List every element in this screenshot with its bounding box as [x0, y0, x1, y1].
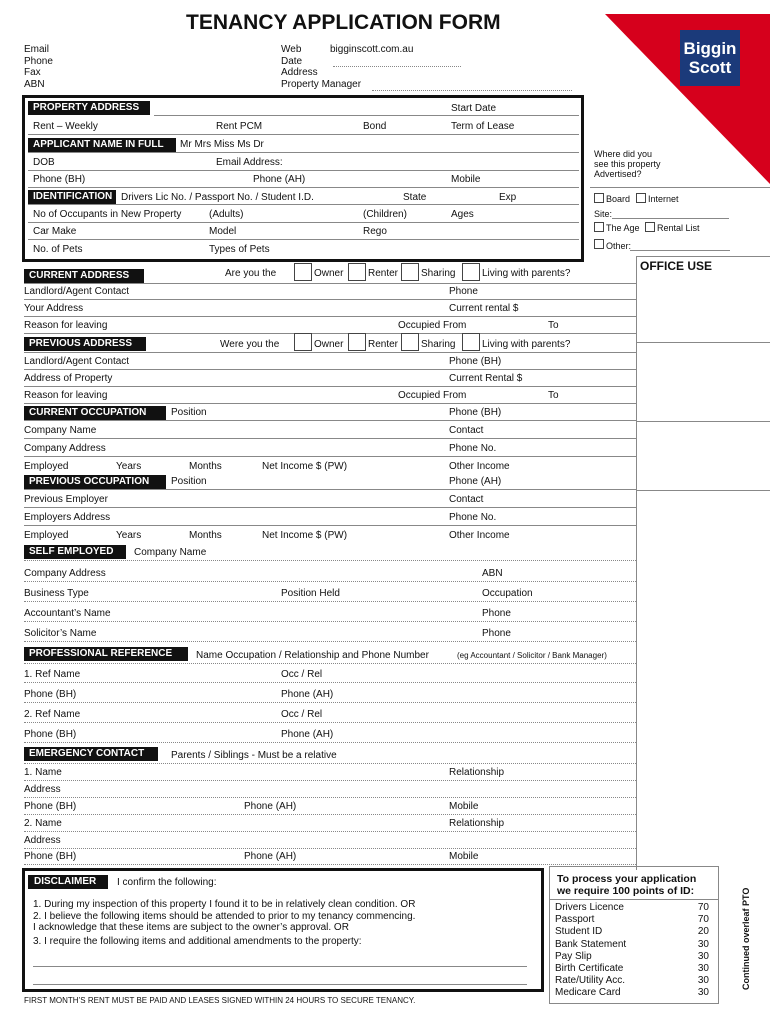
employers-address-line[interactable]	[24, 525, 636, 526]
employers-address-label: Employers Address	[24, 512, 111, 523]
header-phone-label: Phone	[24, 56, 53, 67]
current-sharing-checkbox[interactable]	[401, 263, 419, 281]
previous-address-heading: PREVIOUS ADDRESS	[24, 337, 146, 351]
car-make-label: Car Make	[33, 226, 77, 237]
internet-checkbox[interactable]	[636, 193, 646, 203]
current-address-line[interactable]	[24, 283, 636, 284]
no-of-pets-label: No. of Pets	[33, 244, 83, 255]
self-abn-label: ABN	[482, 568, 503, 579]
self-company-address-label: Company Address	[24, 568, 106, 579]
occupants-label: No of Occupants in New Property	[33, 209, 182, 220]
were-you-the-label: Were you the	[220, 339, 280, 350]
disclaimer-line-2[interactable]	[33, 984, 527, 985]
previous-occupation-heading: PREVIOUS OCCUPATION	[24, 475, 166, 489]
cur-occ-company-address-label: Company Address	[24, 443, 106, 454]
points-id-label: Drivers Licence	[555, 902, 624, 913]
logo-line-1: Biggin	[683, 39, 737, 58]
prev-occ-position-label: Position	[171, 476, 207, 487]
points-value: 30	[697, 987, 709, 999]
adults-label: (Adults)	[209, 209, 244, 220]
previous-rental-label: Current Rental $	[449, 373, 523, 384]
points-id-label: Student ID	[555, 926, 603, 938]
identification-field[interactable]	[28, 204, 579, 205]
previous-to-label: To	[548, 390, 559, 401]
phone-bh-label: Phone (BH)	[33, 174, 86, 185]
start-date-label: Start Date	[451, 103, 497, 114]
emerg2-address-label: Address	[24, 835, 61, 846]
accountant-line[interactable]	[24, 621, 636, 622]
previous-phone-bh-label: Phone (BH)	[449, 356, 502, 367]
board-label: Board	[606, 194, 631, 204]
points-row	[555, 914, 711, 926]
points-value: 30	[697, 938, 709, 950]
continued-overleaf-text: Continued overleaf PTO	[741, 887, 751, 990]
points-id-label: Rate/Utility Acc.	[555, 975, 626, 987]
previous-agent-line[interactable]	[24, 369, 636, 370]
prev-occ-months-label: Months	[189, 530, 222, 541]
previous-parents-label: Living with parents?	[482, 339, 571, 350]
rental-list-label: Rental List	[657, 223, 700, 233]
emerg1-name-line[interactable]	[24, 780, 636, 781]
header-address-label: Address	[281, 67, 318, 78]
prev-occ-phone-ah-label: Phone (AH)	[449, 476, 502, 487]
cur-occ-employed-label: Employed	[24, 461, 69, 472]
dob-email-line[interactable]	[28, 170, 579, 171]
emerg2-relationship-label: Relationship	[449, 818, 505, 829]
cur-occ-position-label: Position	[171, 407, 207, 418]
prev-occ-position-line[interactable]	[24, 489, 636, 490]
board-checkbox[interactable]	[594, 193, 604, 203]
emerg2-name-label: 2. Name	[24, 818, 62, 829]
applicant-name-heading: APPLICANT NAME IN FULL	[28, 138, 176, 152]
points-divider	[549, 899, 719, 900]
emerg1-phone-bh-label: Phone (BH)	[24, 801, 77, 812]
advert-question-2: see this property	[594, 159, 661, 169]
footer-notice: FIRST MONTH’S RENT MUST BE PAID AND LEASES SIGNED WITHIN 24 HOURS TO SECURE TENANCY.	[24, 996, 416, 1005]
current-renter-checkbox[interactable]	[348, 263, 366, 281]
current-occupied-from-label: Occupied From	[398, 320, 467, 331]
applicant-titles[interactable]: Mr Mrs Miss Ms Dr	[180, 139, 264, 150]
disclaimer-item-3: 3. I require the following items and additional amendments to the property:	[33, 936, 362, 947]
property-address-field[interactable]	[154, 115, 579, 116]
advert-divider	[590, 187, 770, 188]
emergency-head-line	[24, 763, 636, 764]
emerg2-name-line[interactable]	[24, 831, 636, 832]
site-field[interactable]	[612, 218, 729, 219]
emergency-description: Parents / Siblings - Must be a relative	[171, 750, 337, 761]
cur-occ-company-label: Company Name	[24, 425, 97, 436]
occupants-line[interactable]	[28, 222, 579, 223]
current-agent-line[interactable]	[24, 299, 636, 300]
prev-occ-years-label: Years	[116, 530, 142, 541]
current-address-heading: CURRENT ADDRESS	[24, 269, 144, 283]
current-renter-label: Renter	[368, 268, 399, 279]
other-checkbox[interactable]	[594, 239, 604, 249]
ref1-phone-line[interactable]	[24, 702, 636, 703]
email-address-label: Email Address:	[216, 157, 283, 168]
disclaimer-item-2b: I acknowledge that these items are subject to the owner’s approval. OR	[33, 922, 349, 933]
car-rego-label: Rego	[363, 226, 387, 237]
ref1-name-line[interactable]	[24, 682, 636, 683]
points-value: 30	[697, 950, 709, 962]
office-use-divider-2	[636, 421, 770, 422]
header-web-label: Web	[281, 44, 302, 55]
office-use-divider-3	[636, 490, 770, 491]
emerg1-address-line[interactable]	[24, 797, 636, 798]
emerg2-phone-line[interactable]	[24, 864, 636, 865]
previous-employer-line[interactable]	[24, 507, 636, 508]
car-model-label: Model	[209, 226, 237, 237]
header-pm-label: Property Manager	[281, 79, 362, 90]
header-date-label: Date	[281, 56, 303, 67]
professional-reference-heading: PROFESSIONAL REFERENCE	[24, 647, 188, 661]
header-web-value: bigginscott.com.au	[330, 44, 414, 55]
bond-label: Bond	[363, 121, 387, 132]
previous-employer-label: Previous Employer	[24, 494, 108, 505]
points-id-label: Passport	[555, 914, 595, 926]
ages-label: Ages	[451, 209, 474, 220]
points-id-label: Medicare Card	[555, 987, 621, 999]
header-date-field[interactable]	[333, 66, 461, 67]
points-value: 30	[697, 962, 709, 974]
previous-sharing-label: Sharing	[421, 339, 456, 350]
ref2-phone-line[interactable]	[24, 742, 636, 743]
address-of-property-line[interactable]	[24, 386, 636, 387]
disclaimer-line-1[interactable]	[33, 966, 527, 967]
advert-question-1: Where did you	[594, 149, 653, 159]
ref1-phone-bh-label: Phone (BH)	[24, 689, 77, 700]
prev-occ-phone-no-label: Phone No.	[449, 512, 497, 523]
emerg1-address-label: Address	[24, 784, 61, 795]
current-owner-checkbox[interactable]	[294, 263, 312, 281]
current-parents-checkbox[interactable]	[462, 263, 480, 281]
id-state-label: State	[403, 192, 427, 203]
previous-parents-checkbox[interactable]	[462, 333, 480, 351]
header-abn-label: ABN	[24, 79, 45, 90]
other-field[interactable]	[630, 250, 730, 251]
dob-label: DOB	[33, 157, 55, 168]
cur-occ-months-label: Months	[189, 461, 222, 472]
emergency-contact-heading: EMERGENCY CONTACT	[24, 747, 158, 761]
points-row	[555, 926, 711, 938]
office-use-divider-1	[636, 342, 770, 343]
cur-occ-other-income-label: Other Income	[449, 461, 510, 472]
advert-question-3: Advertised?	[594, 169, 642, 179]
previous-reason-line[interactable]	[24, 403, 636, 404]
reference-description: Name Occupation / Relationship and Phone Number	[196, 650, 429, 661]
emerg2-mobile-label: Mobile	[449, 851, 479, 862]
phone-ah-label: Phone (AH)	[253, 174, 306, 185]
position-held-label: Position Held	[281, 588, 340, 599]
reference-head-line	[24, 663, 636, 664]
current-owner-label: Owner	[314, 268, 344, 279]
points-row	[555, 939, 711, 951]
emerg1-phone-line[interactable]	[24, 814, 636, 815]
points-list	[555, 902, 711, 1000]
disclaimer-item-2a: 2. I believe the following items should be attended to prior to my tenancy commencing.	[33, 911, 416, 922]
business-type-label: Business Type	[24, 588, 89, 599]
previous-agent-label: Landlord/Agent Contact	[24, 356, 130, 367]
points-value: 70	[697, 914, 709, 926]
ref1-occ-label: Occ / Rel	[281, 669, 323, 680]
previous-owner-checkbox[interactable]	[294, 333, 312, 351]
points-row	[555, 987, 711, 999]
solicitor-line[interactable]	[24, 641, 636, 642]
self-company-name-label: Company Name	[134, 547, 207, 558]
id-exp-label: Exp	[499, 192, 517, 203]
current-to-label: To	[548, 320, 559, 331]
cur-occ-contact-label: Contact	[449, 425, 484, 436]
office-use-heading: OFFICE USE	[640, 259, 713, 273]
emerg2-phone-ah-label: Phone (AH)	[244, 851, 297, 862]
identification-heading: IDENTIFICATION	[28, 190, 116, 204]
internet-label: Internet	[648, 194, 679, 204]
page-title: TENANCY APPLICATION FORM	[186, 11, 501, 34]
ref1-name-label: 1. Ref Name	[24, 669, 81, 680]
solicitor-name-label: Solicitor’s Name	[24, 628, 97, 639]
reference-note: (eg Accountant / Solicitor / Bank Manager)	[457, 651, 607, 660]
points-row	[555, 902, 711, 914]
points-id-label: Birth Certificate	[555, 962, 624, 974]
points-value: 20	[697, 926, 709, 938]
cur-occ-position-line[interactable]	[24, 420, 636, 421]
self-occupation-label: Occupation	[482, 588, 533, 599]
the-age-label: The Age	[606, 223, 640, 233]
header-email-label: Email	[24, 44, 50, 55]
disclaimer-confirm: I confirm the following:	[117, 877, 217, 888]
emerg1-name-label: 1. Name	[24, 767, 62, 778]
previous-owner-label: Owner	[314, 339, 344, 350]
ref2-occ-label: Occ / Rel	[281, 709, 323, 720]
prev-occ-net-income-label: Net Income $ (PW)	[262, 530, 348, 541]
id-docs-label: Drivers Lic No. / Passport No. / Student I.D.	[121, 192, 314, 203]
cur-occ-net-income-label: Net Income $ (PW)	[262, 461, 348, 472]
previous-sharing-checkbox[interactable]	[401, 333, 419, 351]
emerg1-phone-ah-label: Phone (AH)	[244, 801, 297, 812]
applicant-name-field[interactable]	[28, 152, 579, 153]
are-you-the-label: Are you the	[225, 268, 277, 279]
logo-line-2: Scott	[688, 58, 732, 77]
car-line[interactable]	[28, 239, 579, 240]
previous-reason-label: Reason for leaving	[24, 390, 108, 401]
points-id-label: Bank Statement	[555, 938, 627, 950]
accountant-phone-label: Phone	[482, 608, 511, 619]
children-label: (Children)	[363, 209, 407, 220]
ref2-name-line[interactable]	[24, 722, 636, 723]
cur-occ-years-label: Years	[116, 461, 142, 472]
accountant-name-label: Accountant’s Name	[24, 608, 111, 619]
current-rental-label: Current rental $	[449, 303, 519, 314]
mobile-label: Mobile	[451, 174, 481, 185]
current-phone-label: Phone	[449, 286, 478, 297]
header-pm-field[interactable]	[372, 90, 572, 91]
self-company-line[interactable]	[24, 560, 636, 561]
address-of-property-label: Address of Property	[24, 373, 113, 384]
term-of-lease-label: Term of Lease	[451, 121, 515, 132]
rental-list-checkbox[interactable]	[645, 222, 655, 232]
rent-row-line	[28, 134, 579, 135]
current-agent-label: Landlord/Agent Contact	[24, 286, 130, 297]
ref2-phone-bh-label: Phone (BH)	[24, 729, 77, 740]
your-address-label: Your Address	[24, 303, 84, 314]
points-heading-2: we require 100 points of ID:	[557, 885, 695, 897]
cur-occ-company-line[interactable]	[24, 438, 636, 439]
emerg2-phone-bh-label: Phone (BH)	[24, 851, 77, 862]
ref2-name-label: 2. Ref Name	[24, 709, 81, 720]
points-value: 30	[697, 975, 709, 987]
points-heading-1: To process your application	[557, 873, 697, 885]
previous-occupied-from-label: Occupied From	[398, 390, 467, 401]
disclaimer-heading: DISCLAIMER	[28, 875, 108, 889]
the-age-checkbox[interactable]	[594, 222, 604, 232]
current-reason-line[interactable]	[24, 333, 636, 334]
emerg1-mobile-label: Mobile	[449, 801, 479, 812]
points-row	[555, 951, 711, 963]
prev-occ-employed-label: Employed	[24, 530, 69, 541]
site-label: Site:	[594, 209, 613, 219]
self-company-address-line[interactable]	[24, 581, 636, 582]
points-id-label: Pay Slip	[555, 950, 592, 962]
types-of-pets-label: Types of Pets	[209, 244, 270, 255]
other-label: Other:	[606, 241, 632, 251]
company-logo	[680, 30, 740, 86]
points-row	[555, 975, 711, 987]
points-value: 70	[697, 902, 709, 913]
phone-row-line[interactable]	[28, 187, 579, 188]
cur-occ-phone-bh-label: Phone (BH)	[449, 407, 502, 418]
header-fax-label: Fax	[24, 67, 41, 78]
prev-occ-contact-label: Contact	[449, 494, 484, 505]
your-address-line[interactable]	[24, 316, 636, 317]
self-employed-heading: SELF EMPLOYED	[24, 545, 126, 559]
previous-renter-checkbox[interactable]	[348, 333, 366, 351]
current-occupation-heading: CURRENT OCCUPATION	[24, 406, 166, 420]
current-reason-label: Reason for leaving	[24, 320, 108, 331]
previous-address-line[interactable]	[24, 352, 636, 353]
cur-occ-phone-no-label: Phone No.	[449, 443, 497, 454]
prev-occ-other-income-label: Other Income	[449, 530, 510, 541]
office-use-panel	[636, 256, 770, 870]
emerg2-address-line[interactable]	[24, 848, 636, 849]
previous-renter-label: Renter	[368, 339, 399, 350]
solicitor-phone-label: Phone	[482, 628, 511, 639]
ref2-phone-ah-label: Phone (AH)	[281, 729, 334, 740]
current-sharing-label: Sharing	[421, 268, 456, 279]
rent-pcm-label: Rent PCM	[216, 121, 263, 132]
ref1-phone-ah-label: Phone (AH)	[281, 689, 334, 700]
property-address-heading: PROPERTY ADDRESS	[28, 101, 150, 115]
business-type-line[interactable]	[24, 601, 636, 602]
disclaimer-item-1: 1. During my inspection of this property I found it to be in relatively clean condition. OR	[33, 899, 416, 910]
emerg1-relationship-label: Relationship	[449, 767, 505, 778]
points-row	[555, 963, 711, 975]
cur-occ-company-address-line[interactable]	[24, 456, 636, 457]
current-parents-label: Living with parents?	[482, 268, 571, 279]
rent-weekly-label: Rent – Weekly	[33, 121, 98, 132]
